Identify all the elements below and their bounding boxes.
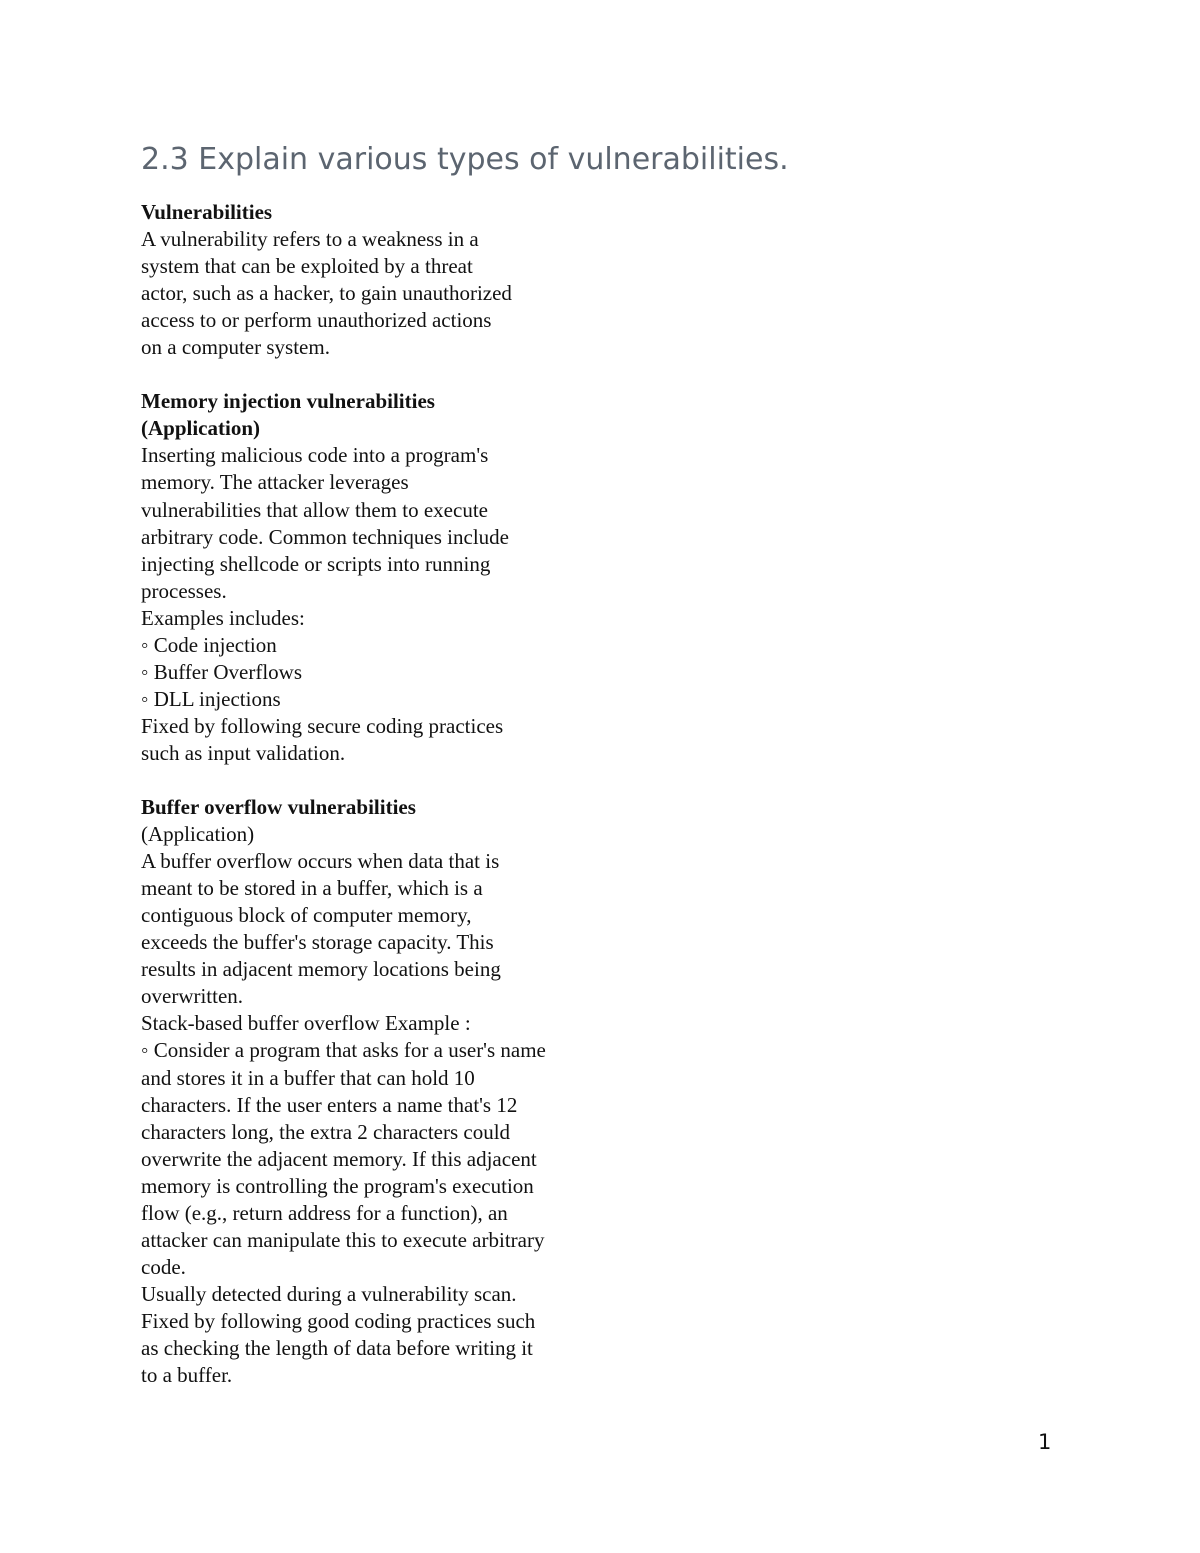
section-title-buffer-overflow: Buffer overflow vulnerabilities [141, 795, 416, 820]
paragraph-line: characters. If the user enters a name that's 12 [141, 1092, 518, 1117]
paragraph-line: overwrite the adjacent memory. If this adjacent [141, 1146, 537, 1171]
paragraph-line: Stack-based buffer overflow Example : [141, 1011, 471, 1036]
list-item: ◦ DLL injections [141, 686, 281, 711]
paragraph-line: memory is controlling the program's execution [141, 1173, 534, 1198]
paragraph-line: to a buffer. [141, 1363, 233, 1388]
paragraph-line: and stores it in a buffer that can hold 10 [141, 1065, 475, 1090]
section-title-vulnerabilities: Vulnerabilities [141, 200, 273, 224]
paragraph-line: flow (e.g., return address for a function), an [141, 1200, 508, 1225]
paragraph-line: vulnerabilities that allow them to execute [141, 497, 488, 522]
paragraph-line: such as input validation. [141, 740, 346, 765]
paragraph-line: A buffer overflow occurs when data that is [141, 849, 500, 874]
paragraph-line: exceeds the buffer's storage capacity. This [141, 930, 494, 955]
paragraph-line: results in adjacent memory locations being [141, 957, 501, 982]
paragraph-line: attacker can manipulate this to execute arbitrary [141, 1227, 545, 1252]
list-item: ◦ Code injection [141, 632, 277, 657]
section-subtitle-buffer-overflow: (Application) [141, 822, 255, 847]
paragraph-line: Inserting malicious code into a program's [141, 443, 489, 468]
page-number: 1 [1038, 1430, 1052, 1454]
paragraph-line: access to or perform unauthorized actions [141, 308, 492, 333]
paragraph-line: memory. The attacker leverages [141, 470, 409, 495]
paragraph-line: processes. [141, 578, 227, 603]
paragraph-line: on a computer system. [141, 335, 330, 360]
paragraph-line: code. [141, 1254, 186, 1279]
section-title-memory-injection-category: (Application) [141, 416, 261, 441]
document-body [141, 199, 611, 1389]
paragraph-line: contiguous block of computer memory, [141, 903, 472, 928]
paragraph-line: overwritten. [141, 984, 244, 1009]
paragraph-line: arbitrary code. Common techniques include [141, 524, 509, 549]
paragraph-line: actor, such as a hacker, to gain unauthorized [141, 281, 512, 306]
list-item: ◦ Consider a program that asks for a user's name [141, 1038, 546, 1063]
paragraph-line: characters long, the extra 2 characters could [141, 1119, 511, 1144]
list-item: ◦ Buffer Overflows [141, 659, 303, 684]
paragraph-line: Fixed by following good coding practices such [141, 1308, 536, 1333]
paragraph-line: A vulnerability refers to a weakness in a [141, 227, 479, 252]
section-spacer [141, 361, 611, 388]
paragraph-line: Fixed by following secure coding practices [141, 713, 504, 738]
paragraph-line: Usually detected during a vulnerability scan. [141, 1281, 517, 1306]
paragraph-line: meant to be stored in a buffer, which is a [141, 876, 483, 901]
paragraph-line: injecting shellcode or scripts into running [141, 551, 491, 576]
paragraph-line: as checking the length of data before writing it [141, 1335, 533, 1360]
page-title: 2.3 Explain various types of vulnerabilities. [141, 142, 789, 177]
section-spacer [141, 767, 611, 794]
section-title-memory-injection: Memory injection vulnerabilities [141, 389, 435, 414]
paragraph-line: Examples includes: [141, 605, 305, 630]
paragraph-line: system that can be exploited by a threat [141, 254, 473, 279]
